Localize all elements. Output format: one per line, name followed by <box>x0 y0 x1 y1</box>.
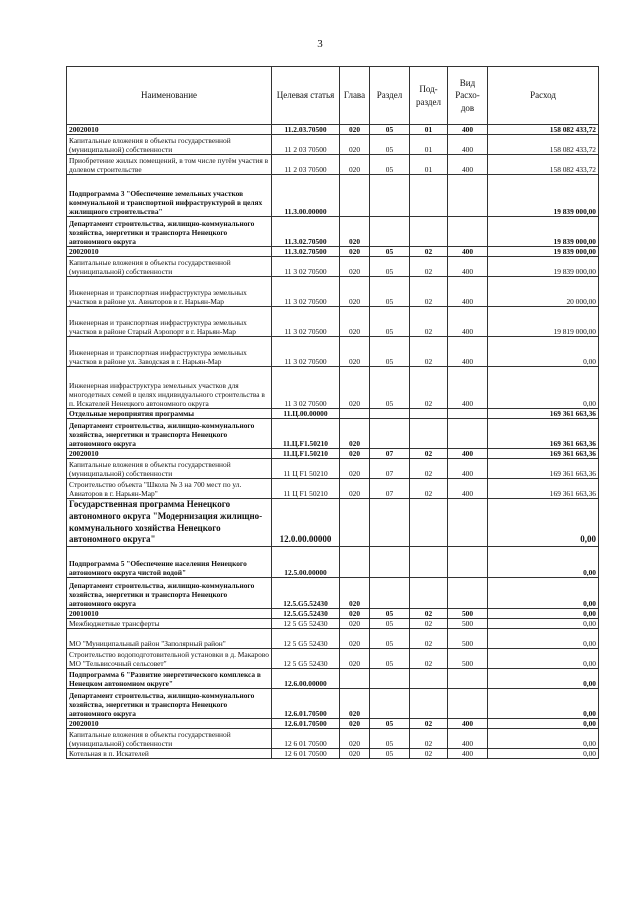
cell-chapter: 020 <box>340 135 370 155</box>
cell-amount: 0,00 <box>488 669 599 689</box>
cell-code: 11 3 02 70500 <box>272 307 340 337</box>
cell-section: 07 <box>370 449 410 459</box>
cell-subsection: 01 <box>410 135 448 155</box>
cell-chapter: 020 <box>340 419 370 449</box>
cell-name: Капитальные вложения в объекты государственной (муниципальной) собственности <box>67 135 272 155</box>
table-row <box>67 217 599 247</box>
table-row <box>67 125 599 135</box>
cell-chapter: 020 <box>340 337 370 367</box>
cell-name: Инженерная и транспортная инфраструктура земельных участков в районе Старый Аэропорт в г. Нарьян-Мар <box>67 307 272 337</box>
cell-code: 11 3 02 70500 <box>272 277 340 307</box>
cell-section <box>370 669 410 689</box>
table-row <box>67 578 599 609</box>
cell-name: Капитальные вложения в объекты государственной (муниципальной) собственности <box>67 257 272 277</box>
cell-subsection: 02 <box>410 337 448 367</box>
cell-section: 05 <box>370 337 410 367</box>
cell-subsection: 02 <box>410 277 448 307</box>
cell-name: МО "Муниципальный район "Заполярный район" <box>67 629 272 649</box>
cell-amount: 0,00 <box>488 367 599 409</box>
cell-amount: 19 839 000,00 <box>488 257 599 277</box>
cell-name: Приобретение жилых помещений, в том числе путём участия в долевом строительстве <box>67 155 272 175</box>
cell-chapter: 020 <box>340 247 370 257</box>
table-row <box>67 247 599 257</box>
table-row <box>67 257 599 277</box>
cell-amount: 169 361 663,36 <box>488 419 599 449</box>
cell-expense-type: 400 <box>448 307 488 337</box>
cell-name: 20010010 <box>67 609 272 619</box>
table-row <box>67 547 599 578</box>
table-row <box>67 729 599 749</box>
cell-name: Подпрограмма 5 "Обеспечение населения Ненецкого автономного округа чистой водой" <box>67 547 272 578</box>
cell-section <box>370 419 410 449</box>
cell-expense-type: 400 <box>448 257 488 277</box>
table-body <box>67 125 599 759</box>
cell-chapter: 020 <box>340 367 370 409</box>
cell-section <box>370 217 410 247</box>
cell-amount: 0,00 <box>488 649 599 669</box>
cell-code: 11 3 02 70500 <box>272 367 340 409</box>
cell-amount: 19 839 000,00 <box>488 247 599 257</box>
cell-expense-type: 400 <box>448 125 488 135</box>
cell-section: 05 <box>370 307 410 337</box>
cell-name: 20020010 <box>67 719 272 729</box>
cell-section: 05 <box>370 609 410 619</box>
cell-section <box>370 409 410 419</box>
cell-amount: 0,00 <box>488 578 599 609</box>
cell-amount: 0,00 <box>488 719 599 729</box>
cell-amount: 169 361 663,36 <box>488 449 599 459</box>
cell-section: 05 <box>370 125 410 135</box>
table-row <box>67 277 599 307</box>
cell-section: 05 <box>370 749 410 759</box>
cell-chapter: 020 <box>340 689 370 719</box>
cell-section <box>370 499 410 547</box>
table-row <box>67 155 599 175</box>
cell-amount: 158 082 433,72 <box>488 135 599 155</box>
cell-expense-type: 500 <box>448 619 488 629</box>
cell-amount: 0,00 <box>488 547 599 578</box>
cell-expense-type: 400 <box>448 749 488 759</box>
table-row <box>67 719 599 729</box>
cell-subsection <box>410 669 448 689</box>
cell-code: 11.3.02.70500 <box>272 217 340 247</box>
table-header-row <box>67 67 599 125</box>
cell-subsection: 02 <box>410 367 448 409</box>
table-row <box>67 689 599 719</box>
cell-chapter: 020 <box>340 719 370 729</box>
cell-expense-type <box>448 669 488 689</box>
cell-code: 12.5.G5.52430 <box>272 578 340 609</box>
cell-subsection: 02 <box>410 649 448 669</box>
cell-subsection: 01 <box>410 155 448 175</box>
budget-table <box>66 66 599 759</box>
cell-expense-type: 400 <box>448 479 488 499</box>
cell-subsection <box>410 547 448 578</box>
cell-code: 11 Ц F1 50210 <box>272 479 340 499</box>
table-row <box>67 649 599 669</box>
cell-code: 11 2 03 70500 <box>272 135 340 155</box>
cell-code: 12 5 G5 52430 <box>272 619 340 629</box>
cell-name: Межбюджетные трансферты <box>67 619 272 629</box>
cell-chapter: 020 <box>340 257 370 277</box>
cell-chapter <box>340 499 370 547</box>
cell-amount: 0,00 <box>488 609 599 619</box>
cell-code: 12.6.01.70500 <box>272 719 340 729</box>
cell-name: Инженерная и транспортная инфраструктура земельных участков в районе ул. Авиаторов в г. Нарьян-Мар <box>67 277 272 307</box>
cell-amount: 169 361 663,36 <box>488 479 599 499</box>
cell-chapter: 020 <box>340 749 370 759</box>
cell-subsection: 02 <box>410 719 448 729</box>
cell-name: Департамент строительства, жилищно-коммунального хозяйства, энергетики и транспорта Ненецкого автономного округа <box>67 419 272 449</box>
col-header-code: Целевая статья <box>272 67 340 125</box>
cell-expense-type: 500 <box>448 629 488 649</box>
cell-amount: 0,00 <box>488 499 599 547</box>
cell-name: Подпрограмма 6 "Развитие энергетического комплекса в Ненецком автономном округе" <box>67 669 272 689</box>
cell-name: Капитальные вложения в объекты государственной (муниципальной) собственности <box>67 459 272 479</box>
cell-expense-type: 400 <box>448 729 488 749</box>
table-row <box>67 307 599 337</box>
cell-amount: 0,00 <box>488 629 599 649</box>
cell-section: 05 <box>370 367 410 409</box>
cell-code: 12 5 G5 52430 <box>272 629 340 649</box>
cell-name: Государственная программа Ненецкого автономного округа "Модернизация жилищно-коммунального хозяйства Ненецкого автономного округа" <box>67 499 272 547</box>
cell-subsection <box>410 175 448 217</box>
cell-subsection: 02 <box>410 307 448 337</box>
cell-chapter: 020 <box>340 449 370 459</box>
cell-name: Капитальные вложения в объекты государственной (муниципальной) собственности <box>67 729 272 749</box>
cell-section: 07 <box>370 459 410 479</box>
table-row <box>67 669 599 689</box>
cell-expense-type <box>448 419 488 449</box>
cell-section: 05 <box>370 277 410 307</box>
cell-chapter: 020 <box>340 125 370 135</box>
cell-section: 05 <box>370 135 410 155</box>
cell-section: 05 <box>370 629 410 649</box>
cell-subsection: 02 <box>410 629 448 649</box>
cell-name: Подпрограмма 3 "Обеспечение земельных участков коммунальной и транспортной инфраструктурой в целях жилищного строительства" <box>67 175 272 217</box>
col-header-expense-type: Вид Расхо-дов <box>448 67 488 125</box>
cell-expense-type <box>448 547 488 578</box>
cell-expense-type <box>448 689 488 719</box>
cell-amount: 0,00 <box>488 749 599 759</box>
cell-amount: 19 839 000,00 <box>488 175 599 217</box>
cell-code: 12.5.G5.52430 <box>272 609 340 619</box>
cell-subsection <box>410 217 448 247</box>
table-row <box>67 479 599 499</box>
col-header-name: Наименование <box>67 67 272 125</box>
cell-chapter: 020 <box>340 307 370 337</box>
cell-subsection: 02 <box>410 619 448 629</box>
cell-subsection: 02 <box>410 247 448 257</box>
cell-section: 05 <box>370 247 410 257</box>
cell-chapter: 020 <box>340 729 370 749</box>
cell-expense-type: 500 <box>448 649 488 669</box>
table-row <box>67 367 599 409</box>
cell-expense-type: 400 <box>448 449 488 459</box>
cell-chapter <box>340 409 370 419</box>
cell-subsection: 02 <box>410 459 448 479</box>
cell-subsection: 02 <box>410 479 448 499</box>
cell-subsection <box>410 419 448 449</box>
cell-subsection <box>410 409 448 419</box>
table-row <box>67 135 599 155</box>
cell-chapter: 020 <box>340 609 370 619</box>
cell-subsection <box>410 499 448 547</box>
cell-subsection: 01 <box>410 125 448 135</box>
table-row <box>67 619 599 629</box>
cell-expense-type: 400 <box>448 135 488 155</box>
cell-amount: 19 819 000,00 <box>488 307 599 337</box>
cell-amount: 158 082 433,72 <box>488 155 599 175</box>
cell-expense-type: 400 <box>448 155 488 175</box>
cell-section <box>370 689 410 719</box>
cell-amount: 0,00 <box>488 729 599 749</box>
cell-chapter <box>340 175 370 217</box>
cell-name: Департамент строительства, жилищно-коммунального хозяйства, энергетики и транспорта Ненецкого автономного округа <box>67 578 272 609</box>
table-row <box>67 459 599 479</box>
cell-section <box>370 175 410 217</box>
cell-chapter: 020 <box>340 649 370 669</box>
cell-code: 12 6 01 70500 <box>272 729 340 749</box>
cell-expense-type: 500 <box>448 609 488 619</box>
table-row <box>67 749 599 759</box>
cell-subsection: 02 <box>410 749 448 759</box>
cell-subsection: 02 <box>410 609 448 619</box>
cell-name: Строительство водоподготовительной установки в д. Макарово МО "Тельвисочный сельсовет" <box>67 649 272 669</box>
cell-code: 11 Ц F1 50210 <box>272 459 340 479</box>
cell-subsection: 02 <box>410 257 448 277</box>
cell-name: 20020010 <box>67 449 272 459</box>
cell-chapter <box>340 669 370 689</box>
cell-section: 05 <box>370 729 410 749</box>
cell-name: Инженерная инфраструктура земельных участков для многодетных семей в целях индивидуального строительства в п. Искателей Ненецкого автономного округа <box>67 367 272 409</box>
table-row <box>67 175 599 217</box>
cell-code: 11 3 02 70500 <box>272 337 340 367</box>
cell-section: 05 <box>370 719 410 729</box>
cell-expense-type <box>448 409 488 419</box>
cell-amount: 158 082 433,72 <box>488 125 599 135</box>
cell-chapter: 020 <box>340 578 370 609</box>
cell-amount: 169 361 663,36 <box>488 409 599 419</box>
page-number: 3 <box>317 38 323 50</box>
table-row <box>67 499 599 547</box>
cell-code: 11.Ц.F1.50210 <box>272 419 340 449</box>
cell-subsection <box>410 689 448 719</box>
cell-expense-type <box>448 217 488 247</box>
cell-expense-type: 400 <box>448 277 488 307</box>
table-row <box>67 419 599 449</box>
cell-amount: 0,00 <box>488 619 599 629</box>
cell-code: 11.3.00.00000 <box>272 175 340 217</box>
cell-section: 05 <box>370 649 410 669</box>
cell-chapter: 020 <box>340 217 370 247</box>
cell-expense-type <box>448 175 488 217</box>
cell-code: 11.Ц.00.00000 <box>272 409 340 419</box>
col-header-amount: Расход <box>488 67 599 125</box>
cell-expense-type: 400 <box>448 719 488 729</box>
cell-code: 12 6 01 70500 <box>272 749 340 759</box>
cell-name: Инженерная и транспортная инфраструктура земельных участков в районе ул. Заводская в г. Нарьян-Мар <box>67 337 272 367</box>
cell-code: 11.Ц.F1.50210 <box>272 449 340 459</box>
cell-expense-type <box>448 578 488 609</box>
cell-expense-type: 400 <box>448 459 488 479</box>
cell-code: 11.3.02.70500 <box>272 247 340 257</box>
table-row <box>67 449 599 459</box>
col-header-subsection: Под-раздел <box>410 67 448 125</box>
cell-amount: 0,00 <box>488 689 599 719</box>
cell-subsection: 02 <box>410 729 448 749</box>
cell-code: 11 3 02 70500 <box>272 257 340 277</box>
cell-section <box>370 547 410 578</box>
cell-code: 12.0.00.00000 <box>272 499 340 547</box>
cell-name: Департамент строительства, жилищно-коммунального хозяйства, энергетики и транспорта Ненецкого автономного округа <box>67 217 272 247</box>
table-row <box>67 629 599 649</box>
cell-section: 07 <box>370 479 410 499</box>
cell-amount: 20 000,00 <box>488 277 599 307</box>
cell-section: 05 <box>370 155 410 175</box>
table-row <box>67 609 599 619</box>
cell-name: 20020010 <box>67 247 272 257</box>
cell-subsection <box>410 578 448 609</box>
table-row <box>67 337 599 367</box>
cell-chapter: 020 <box>340 479 370 499</box>
cell-name: Департамент строительства, жилищно-коммунального хозяйства, энергетики и транспорта Ненецкого автономного округа <box>67 689 272 719</box>
cell-chapter: 020 <box>340 629 370 649</box>
cell-name: 20020010 <box>67 125 272 135</box>
cell-section: 05 <box>370 619 410 629</box>
cell-amount: 169 361 663,36 <box>488 459 599 479</box>
col-header-chapter: Глава <box>340 67 370 125</box>
cell-code: 12.5.00.00000 <box>272 547 340 578</box>
cell-expense-type: 400 <box>448 337 488 367</box>
cell-name: Котельная в п. Искателей <box>67 749 272 759</box>
cell-name: Отдельные мероприятия программы <box>67 409 272 419</box>
cell-code: 11 2 03 70500 <box>272 155 340 175</box>
cell-amount: 19 839 000,00 <box>488 217 599 247</box>
cell-subsection: 02 <box>410 449 448 459</box>
cell-section <box>370 578 410 609</box>
cell-expense-type <box>448 499 488 547</box>
cell-section: 05 <box>370 257 410 277</box>
cell-code: 12.6.00.00000 <box>272 669 340 689</box>
table-row <box>67 409 599 419</box>
cell-expense-type: 400 <box>448 367 488 409</box>
cell-chapter: 020 <box>340 459 370 479</box>
cell-chapter: 020 <box>340 155 370 175</box>
cell-chapter: 020 <box>340 277 370 307</box>
cell-code: 11.2.03.70500 <box>272 125 340 135</box>
cell-amount: 0,00 <box>488 337 599 367</box>
cell-chapter: 020 <box>340 619 370 629</box>
cell-expense-type: 400 <box>448 247 488 257</box>
cell-code: 12 5 G5 52430 <box>272 649 340 669</box>
cell-chapter <box>340 547 370 578</box>
cell-name: Строительство объекта "Школа № 3 на 700 мест по ул. Авиаторов в г. Нарьян-Мар" <box>67 479 272 499</box>
col-header-section: Раздел <box>370 67 410 125</box>
cell-code: 12.6.01.70500 <box>272 689 340 719</box>
